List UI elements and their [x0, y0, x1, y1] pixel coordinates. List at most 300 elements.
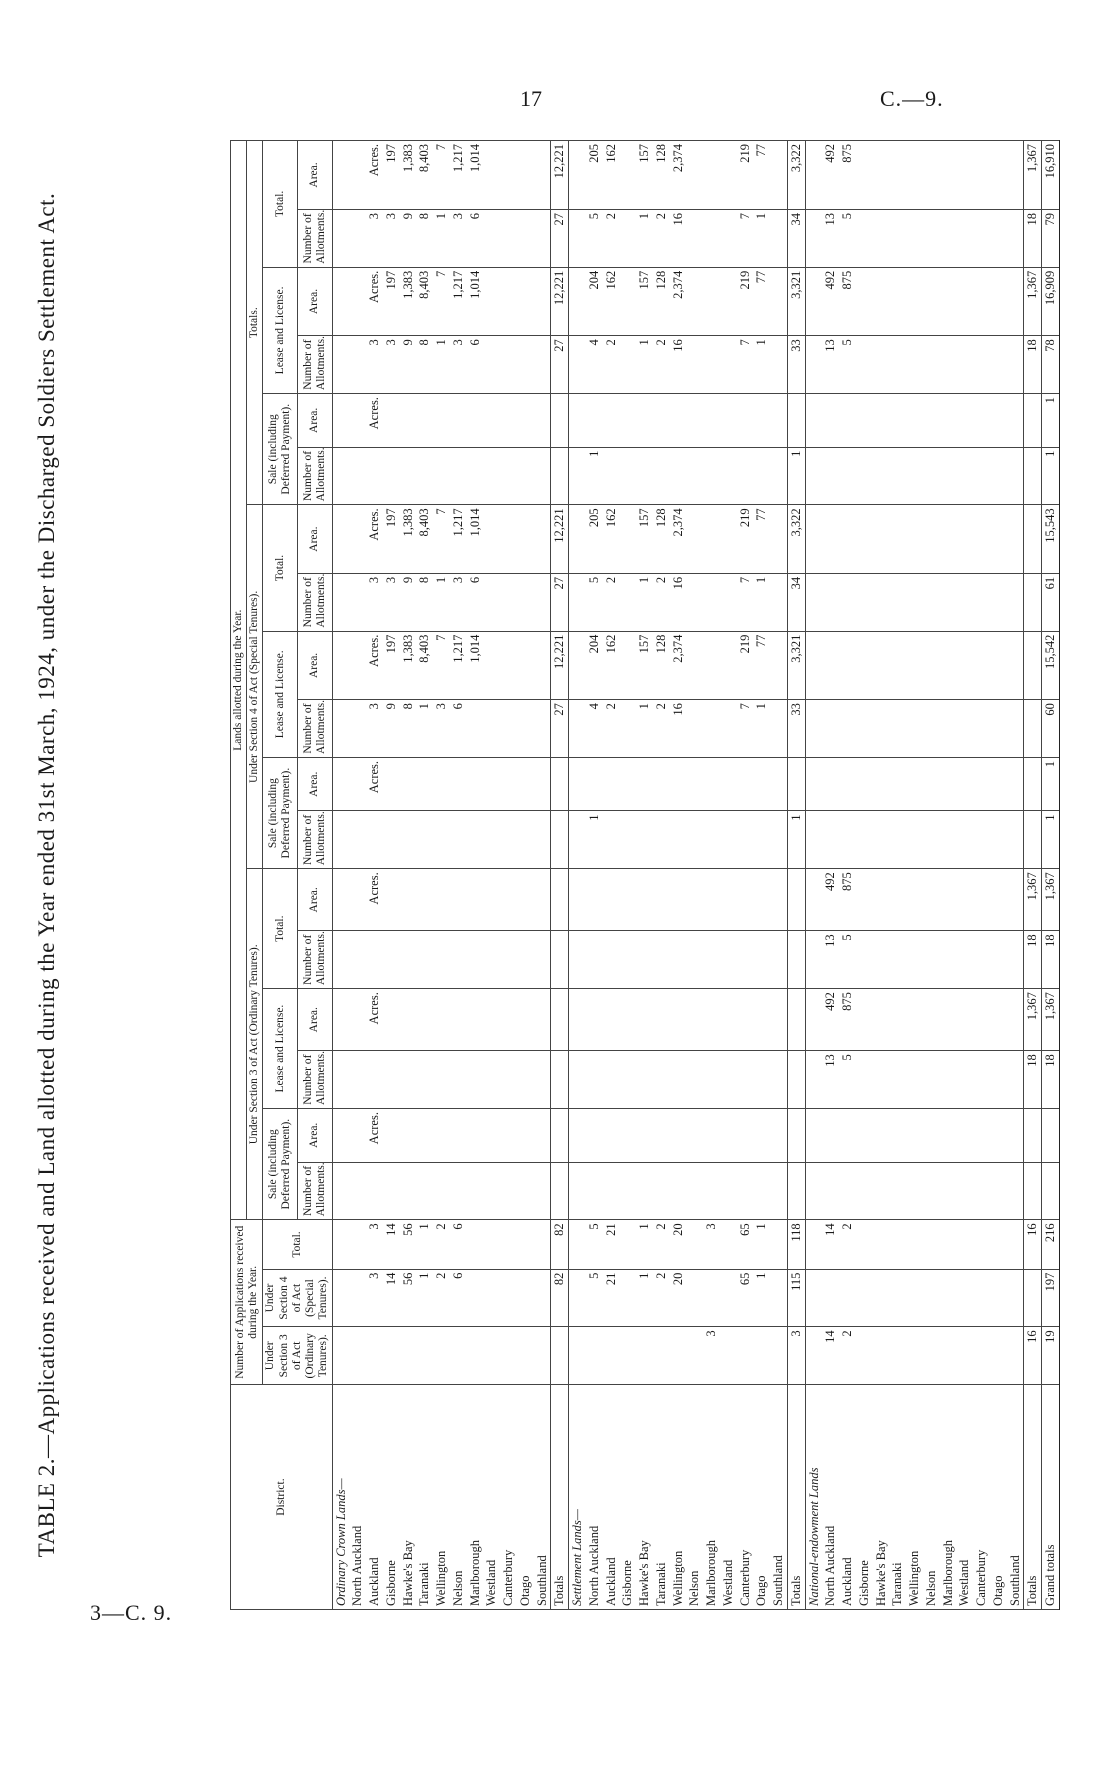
value-cell	[1007, 811, 1024, 869]
value-cell	[619, 141, 636, 210]
value-cell	[856, 394, 873, 448]
value-cell	[586, 1162, 603, 1220]
value-cell	[619, 1269, 636, 1327]
value-cell	[551, 447, 569, 505]
value-cell	[805, 447, 822, 505]
value-cell	[720, 1327, 737, 1385]
value-cell: 18	[1024, 336, 1042, 394]
value-cell: 1,217	[450, 505, 467, 574]
value-cell	[973, 209, 990, 267]
value-cell	[753, 811, 770, 869]
header-area: Area.	[297, 1109, 332, 1163]
value-cell: 14	[383, 1220, 400, 1269]
value-cell	[770, 1162, 787, 1220]
value-cell	[636, 931, 653, 989]
table-row	[383, 141, 400, 1610]
value-cell: 875	[839, 869, 856, 931]
value-cell: 197	[383, 141, 400, 210]
value-cell	[720, 1051, 737, 1109]
value-cell	[703, 1269, 720, 1327]
value-cell: 2	[603, 573, 620, 631]
value-cell	[619, 1109, 636, 1163]
value-cell	[517, 505, 534, 574]
value-cell	[805, 209, 822, 267]
value-cell: 79	[1042, 209, 1060, 267]
value-cell	[483, 931, 500, 989]
value-cell	[956, 141, 973, 210]
value-cell	[873, 931, 890, 989]
district-cell: Otago	[517, 1385, 534, 1610]
value-cell: 3	[366, 336, 383, 394]
header-area: Area.	[297, 394, 332, 448]
header-totals-group: Totals.	[247, 141, 263, 505]
value-cell	[990, 447, 1007, 505]
value-cell	[990, 931, 1007, 989]
value-cell	[517, 757, 534, 811]
header-number: Number of Allotments.	[297, 447, 332, 505]
value-cell	[349, 1051, 366, 1109]
value-cell	[720, 1269, 737, 1327]
value-cell	[889, 1051, 906, 1109]
value-cell	[770, 700, 787, 758]
value-cell	[1007, 505, 1024, 574]
value-cell: 1	[416, 1220, 433, 1269]
value-cell	[500, 209, 517, 267]
value-cell	[534, 141, 551, 210]
value-cell	[653, 989, 670, 1051]
value-cell	[923, 1051, 940, 1109]
value-cell	[433, 757, 450, 811]
value-cell: 7	[737, 573, 754, 631]
value-cell: 82	[551, 1220, 569, 1269]
value-cell	[653, 811, 670, 869]
value-cell	[619, 209, 636, 267]
value-cell	[906, 631, 923, 700]
value-cell	[973, 1162, 990, 1220]
value-cell	[856, 931, 873, 989]
value-cell	[433, 394, 450, 448]
table-row	[703, 141, 720, 1610]
value-cell	[569, 141, 586, 210]
value-cell: 157	[636, 505, 653, 574]
value-cell	[873, 336, 890, 394]
value-cell	[603, 989, 620, 1051]
table-row	[973, 141, 990, 1610]
value-cell: 8	[416, 573, 433, 631]
value-cell	[787, 869, 805, 931]
value-cell: 4	[586, 700, 603, 758]
value-cell	[990, 869, 1007, 931]
value-cell	[1007, 447, 1024, 505]
value-cell	[753, 869, 770, 931]
value-cell	[720, 209, 737, 267]
table-row	[483, 141, 500, 1610]
value-cell	[1007, 394, 1024, 448]
value-cell	[873, 700, 890, 758]
value-cell: 6	[467, 573, 484, 631]
value-cell	[603, 1162, 620, 1220]
value-cell	[889, 989, 906, 1051]
value-cell: 21	[603, 1269, 620, 1327]
value-cell	[332, 209, 349, 267]
value-cell: 162	[603, 141, 620, 210]
value-cell	[400, 394, 417, 448]
value-cell	[956, 209, 973, 267]
value-cell: 216	[1042, 1220, 1060, 1269]
value-cell	[1024, 447, 1042, 505]
value-cell: 204	[586, 631, 603, 700]
value-cell	[956, 1327, 973, 1385]
table-row	[889, 141, 906, 1610]
value-cell	[686, 869, 703, 931]
value-cell	[517, 1269, 534, 1327]
value-cell	[653, 1051, 670, 1109]
value-cell	[636, 1162, 653, 1220]
value-cell: 14	[822, 1327, 839, 1385]
value-cell	[332, 931, 349, 989]
value-cell	[619, 757, 636, 811]
value-cell	[332, 989, 349, 1051]
value-cell	[973, 1051, 990, 1109]
value-cell	[889, 573, 906, 631]
value-cell	[483, 631, 500, 700]
value-cell	[686, 267, 703, 336]
value-cell: 16	[670, 209, 687, 267]
district-cell: Southland	[1007, 1385, 1024, 1610]
value-cell: 65	[737, 1269, 754, 1327]
header-s4-total: Total.	[263, 505, 298, 631]
value-cell	[940, 811, 957, 869]
district-cell: Otago	[990, 1385, 1007, 1610]
value-cell	[839, 394, 856, 448]
value-cell	[923, 267, 940, 336]
value-cell	[603, 811, 620, 869]
value-cell	[366, 1162, 383, 1220]
value-cell	[400, 989, 417, 1051]
value-cell: 7	[433, 505, 450, 574]
value-cell	[400, 1162, 417, 1220]
value-cell	[839, 631, 856, 700]
value-cell: 2,374	[670, 631, 687, 700]
value-cell	[619, 869, 636, 931]
value-cell	[990, 1109, 1007, 1163]
value-cell: 20	[670, 1220, 687, 1269]
value-cell: 16	[670, 336, 687, 394]
value-cell	[500, 1051, 517, 1109]
value-cell	[332, 447, 349, 505]
value-cell	[569, 869, 586, 931]
value-cell	[906, 1109, 923, 1163]
header-tot-total: Total.	[263, 141, 298, 268]
value-cell	[450, 811, 467, 869]
header-area: Area.	[297, 869, 332, 931]
value-cell: 1,367	[1024, 141, 1042, 210]
value-cell	[450, 1162, 467, 1220]
value-cell	[483, 209, 500, 267]
value-cell: 6	[450, 1269, 467, 1327]
value-cell	[940, 394, 957, 448]
value-cell: 18	[1042, 931, 1060, 989]
value-cell: 3	[433, 700, 450, 758]
value-cell: 1	[1042, 757, 1060, 811]
value-cell	[467, 1220, 484, 1269]
value-cell: 1	[416, 1269, 433, 1327]
value-cell	[787, 931, 805, 989]
value-cell	[923, 573, 940, 631]
value-cell	[770, 931, 787, 989]
value-cell	[873, 505, 890, 574]
value-cell	[940, 141, 957, 210]
grand-row	[1042, 141, 1060, 1610]
value-cell: 162	[603, 505, 620, 574]
value-cell	[467, 757, 484, 811]
value-cell: 157	[636, 631, 653, 700]
value-cell: 12,221	[551, 267, 569, 336]
value-cell: 9	[400, 336, 417, 394]
district-cell: Canterbury	[973, 1385, 990, 1610]
district-cell: Nelson	[686, 1385, 703, 1610]
value-cell: 1,014	[467, 267, 484, 336]
district-cell: Westland	[956, 1385, 973, 1610]
value-cell	[770, 811, 787, 869]
value-cell	[636, 811, 653, 869]
value-cell: 18	[1024, 209, 1042, 267]
value-cell	[534, 447, 551, 505]
value-cell: Acres.	[366, 869, 383, 931]
value-cell	[822, 573, 839, 631]
value-cell: 5	[839, 209, 856, 267]
value-cell	[805, 1327, 822, 1385]
value-cell	[653, 1109, 670, 1163]
value-cell	[770, 869, 787, 931]
value-cell	[839, 447, 856, 505]
value-cell: 219	[737, 141, 754, 210]
value-cell	[1024, 700, 1042, 758]
value-cell	[517, 869, 534, 931]
value-cell	[349, 141, 366, 210]
value-cell: 3,321	[787, 267, 805, 336]
value-cell: 1	[636, 209, 653, 267]
value-cell	[973, 1269, 990, 1327]
value-cell	[483, 505, 500, 574]
table-row	[990, 141, 1007, 1610]
value-cell	[551, 869, 569, 931]
district-cell: Nelson	[923, 1385, 940, 1610]
value-cell	[973, 989, 990, 1051]
value-cell: 56	[400, 1220, 417, 1269]
value-cell	[770, 336, 787, 394]
value-cell	[703, 631, 720, 700]
value-cell: 6	[467, 209, 484, 267]
value-cell: 2	[433, 1269, 450, 1327]
value-cell: 3	[450, 209, 467, 267]
value-cell	[400, 811, 417, 869]
value-cell	[805, 141, 822, 210]
value-cell	[770, 209, 787, 267]
value-cell	[753, 447, 770, 505]
value-cell	[720, 757, 737, 811]
value-cell: 8,403	[416, 267, 433, 336]
value-cell	[653, 757, 670, 811]
value-cell	[720, 505, 737, 574]
value-cell	[534, 267, 551, 336]
value-cell	[467, 447, 484, 505]
value-cell: 9	[400, 209, 417, 267]
value-cell	[534, 394, 551, 448]
value-cell	[686, 336, 703, 394]
value-cell	[973, 1109, 990, 1163]
value-cell: 15,542	[1042, 631, 1060, 700]
value-cell	[332, 394, 349, 448]
value-cell	[1007, 1269, 1024, 1327]
value-cell: 5	[839, 1051, 856, 1109]
value-cell	[1007, 1162, 1024, 1220]
value-cell	[467, 1327, 484, 1385]
value-cell	[534, 869, 551, 931]
value-cell	[889, 1220, 906, 1269]
value-cell	[332, 336, 349, 394]
value-cell	[400, 1109, 417, 1163]
header-tot-sale: Sale (including Deferred Payment).	[263, 394, 298, 505]
header-area: Area.	[297, 141, 332, 210]
value-cell	[349, 267, 366, 336]
value-cell	[805, 869, 822, 931]
value-cell: 128	[653, 267, 670, 336]
value-cell	[551, 931, 569, 989]
value-cell	[416, 869, 433, 931]
value-cell: 13	[822, 1051, 839, 1109]
value-cell: 33	[787, 336, 805, 394]
value-cell	[1024, 631, 1042, 700]
value-cell	[483, 1327, 500, 1385]
table-row	[856, 141, 873, 1610]
value-cell	[450, 869, 467, 931]
value-cell	[703, 757, 720, 811]
tot-row	[787, 141, 805, 1610]
district-cell: Gisborne	[856, 1385, 873, 1610]
value-cell	[839, 757, 856, 811]
value-cell: 5	[586, 573, 603, 631]
value-cell	[517, 209, 534, 267]
value-cell: 219	[737, 631, 754, 700]
district-cell: Gisborne	[383, 1385, 400, 1610]
value-cell	[956, 700, 973, 758]
value-cell	[349, 209, 366, 267]
value-cell	[906, 394, 923, 448]
value-cell	[433, 1162, 450, 1220]
value-cell: 1	[753, 1220, 770, 1269]
value-cell: 492	[822, 141, 839, 210]
value-cell	[686, 1327, 703, 1385]
value-cell	[940, 1327, 957, 1385]
value-cell	[906, 141, 923, 210]
value-cell	[383, 394, 400, 448]
header-area: Area.	[297, 757, 332, 811]
value-cell	[923, 447, 940, 505]
value-cell: 14	[822, 1220, 839, 1269]
value-cell	[517, 931, 534, 989]
header-number: Number of Allotments.	[297, 573, 332, 631]
value-cell	[483, 267, 500, 336]
value-cell: 3	[366, 700, 383, 758]
table-title: TABLE 2.—Applications received and Land allotted during the Year ended 31st March, 1924, under the Discharged Soldiers Settlement Act.	[34, 192, 59, 1558]
district-cell: Hawke's Bay	[400, 1385, 417, 1610]
value-cell	[569, 1051, 586, 1109]
value-cell	[990, 336, 1007, 394]
value-cell	[1007, 573, 1024, 631]
value-cell	[366, 447, 383, 505]
value-cell: 16	[1024, 1220, 1042, 1269]
value-cell	[569, 757, 586, 811]
value-cell	[686, 1109, 703, 1163]
value-cell	[737, 1162, 754, 1220]
value-cell	[940, 267, 957, 336]
value-cell	[686, 631, 703, 700]
value-cell	[923, 631, 940, 700]
table-row	[720, 141, 737, 1610]
value-cell	[940, 573, 957, 631]
value-cell: 162	[603, 631, 620, 700]
district-cell: Wellington	[906, 1385, 923, 1610]
value-cell	[990, 573, 1007, 631]
value-cell	[940, 336, 957, 394]
value-cell: 1,367	[1024, 869, 1042, 931]
header-app-section4: Under Section 4 of Act (Special Tenures).	[263, 1269, 332, 1327]
value-cell	[534, 1162, 551, 1220]
value-cell	[636, 1109, 653, 1163]
value-cell	[973, 811, 990, 869]
value-cell	[973, 336, 990, 394]
value-cell	[720, 447, 737, 505]
value-cell	[569, 631, 586, 700]
value-cell	[517, 631, 534, 700]
value-cell	[990, 1269, 1007, 1327]
footer-reference: 3—C. 9.	[90, 1600, 173, 1625]
value-cell: Acres.	[366, 141, 383, 210]
value-cell	[534, 811, 551, 869]
value-cell	[383, 757, 400, 811]
value-cell: 77	[753, 267, 770, 336]
value-cell	[636, 447, 653, 505]
value-cell	[349, 1220, 366, 1269]
value-cell	[737, 447, 754, 505]
value-cell: Acres.	[366, 394, 383, 448]
value-cell	[805, 1269, 822, 1327]
value-cell	[805, 505, 822, 574]
value-cell	[619, 631, 636, 700]
value-cell: 1	[753, 573, 770, 631]
value-cell: 77	[753, 631, 770, 700]
value-cell: 1	[636, 700, 653, 758]
value-cell	[770, 505, 787, 574]
value-cell	[956, 1109, 973, 1163]
value-cell	[856, 1051, 873, 1109]
value-cell: 78	[1042, 336, 1060, 394]
value-cell	[500, 869, 517, 931]
district-cell: Auckland	[366, 1385, 383, 1610]
district-cell: Auckland	[603, 1385, 620, 1610]
value-cell: 492	[822, 869, 839, 931]
value-cell	[636, 869, 653, 931]
table-row	[839, 141, 856, 1610]
value-cell: 20	[670, 1269, 687, 1327]
value-cell	[450, 931, 467, 989]
table-row	[603, 141, 620, 1610]
value-cell: 8,403	[416, 631, 433, 700]
value-cell: 1,383	[400, 141, 417, 210]
value-cell	[923, 1109, 940, 1163]
value-cell	[753, 1051, 770, 1109]
